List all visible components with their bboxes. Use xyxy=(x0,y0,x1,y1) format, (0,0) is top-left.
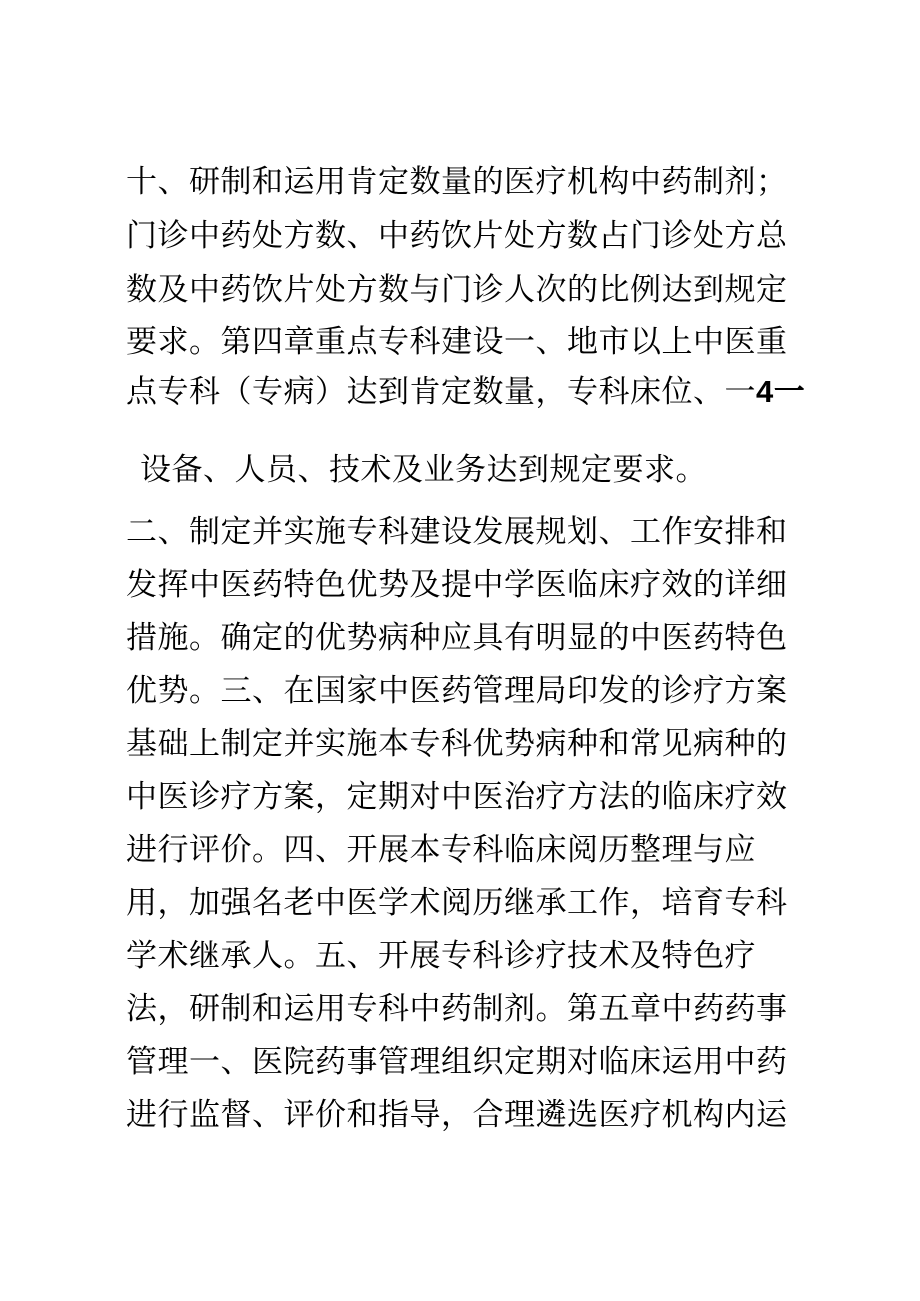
text-line: 进行监督、评价和指导，合理遴选医疗机构内运 xyxy=(126,1097,788,1133)
text-line: 发挥中医药特色优势及提中学医临床疗效的详细 xyxy=(126,567,788,603)
text-line-with-page-number xyxy=(126,372,826,412)
continuation-line: 设备、人员、技术及业务达到规定要求。 xyxy=(140,452,707,488)
text-line: 法，研制和运用专科中药制剂。第五章中药药事 xyxy=(126,991,788,1027)
text-line: 进行评价。四、开展本专科临床阅历整理与应 xyxy=(126,832,756,868)
text-line: 用，加强名老中医学术阅历继承工作，培育专科 xyxy=(126,885,788,921)
text-line: 管理一、医院药事管理组织定期对临床运用中药 xyxy=(126,1044,788,1080)
text-line: 优势。三、在国家中医药管理局印发的诊疗方案 xyxy=(126,673,788,709)
text-line: 要求。第四章重点专科建设一、地市以上中医重 xyxy=(126,324,788,360)
text-line: 数及中药饮片处方数与门诊人次的比例达到规定 xyxy=(126,272,788,308)
text-line: 学术继承人。五、开展专科诊疗技术及特色疗 xyxy=(126,938,756,974)
page-number: 4一 xyxy=(756,374,806,409)
text-line: 二、制定并实施专科建设发展规划、工作安排和 xyxy=(126,514,788,550)
text-line: 基础上制定并实施本专科优势病种和常见病种的 xyxy=(126,726,788,762)
text-line: 中医诊疗方案，定期对中医治疗方法的临床疗效 xyxy=(126,779,788,815)
text-line: 门诊中药处方数、中药饮片处方数占门诊处方总 xyxy=(126,218,788,254)
text-line: 措施。确定的优势病种应具有明显的中医药特色 xyxy=(126,620,788,656)
text-line-content: 点专科（专病）达到肯定数量，专科床位、一 xyxy=(126,374,756,410)
text-line: 十、研制和运用肯定数量的医疗机构中药制剂； xyxy=(126,164,788,200)
